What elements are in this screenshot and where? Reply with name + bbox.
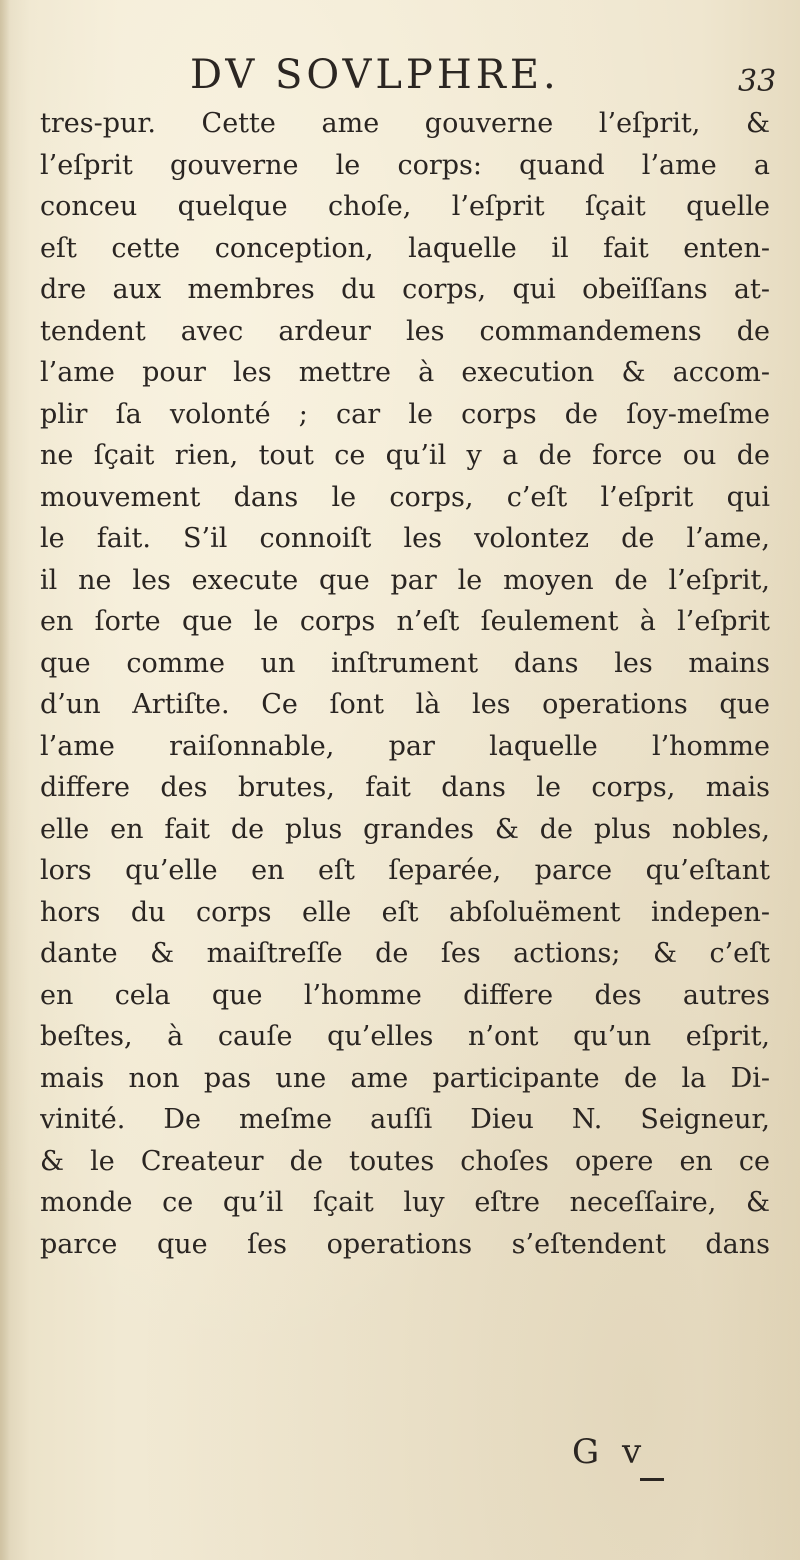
page-header [0, 48, 800, 108]
text-line: l’ame raiſonnable, par laquelle l’homme [40, 730, 770, 762]
text-line: vinité. De meſme auſſi Dieu N. Seigneur, [40, 1104, 770, 1135]
text-line: eſt cette conception, laquelle il fait enten- [40, 232, 770, 264]
text-line: conceu quelque choſe, l’eſprit ſçait quelle [40, 191, 770, 222]
text-line: lors qu’elle en eſt ſeparée, parce qu’eſtant [40, 855, 770, 886]
text-line: en cela que l’homme differe des autres [40, 979, 770, 1011]
text-line: d’un Artiſte. Ce ſont là les operations que [40, 689, 770, 720]
page-gutter-shadow [0, 0, 10, 1560]
page-number: 33 [738, 64, 777, 99]
body-text [40, 103, 770, 1265]
text-line: mais non pas une ame participante de la Di- [40, 1062, 770, 1094]
running-title: DV SOVLPHRE. [190, 52, 560, 98]
text-line: l’ame pour les mettre à execution & accom- [40, 357, 770, 388]
text-line: parce que ſes operations s’eſtendent dans [40, 1228, 770, 1260]
text-line: differe des brutes, fait dans le corps, mais [40, 772, 770, 803]
text-line: tendent avec ardeur les commandemens de [40, 315, 770, 347]
text-line: mouvement dans le corps, c’eſt l’eſprit qui [40, 481, 770, 513]
text-line: ne ſçait rien, tout ce qu’il y a de force ou de [40, 440, 770, 471]
text-line: il ne les execute que par le moyen de l’eſprit, [40, 564, 770, 596]
text-line: beſtes, à cauſe qu’elles n’ont qu’un eſprit, [40, 1021, 770, 1052]
text-line: tres-pur. Cette ame gouverne l’eſprit, & [40, 108, 770, 139]
signature-underline [640, 1478, 664, 1481]
text-line: elle en fait de plus grandes & de plus nobles, [40, 813, 770, 845]
text-line: & le Createur de toutes choſes opere en ce [40, 1145, 770, 1177]
text-line: plir ſa volonté ; car le corps de ſoy-meſme [40, 398, 770, 430]
text-line: dre aux membres du corps, qui obeïſſans at- [40, 274, 770, 305]
text-line: en ſorte que le corps n’eſt ſeulement à l’eſprit [40, 606, 770, 637]
text-line: le fait. S’il connoiſt les volontez de l’ame, [40, 523, 770, 554]
text-line: monde ce qu’il ſçait luy eſtre neceſſaire, & [40, 1187, 770, 1218]
text-line: que comme un inſtrument dans les mains [40, 647, 770, 679]
text-line: l’eſprit gouverne le corps: quand l’ame a [40, 149, 770, 181]
signature-mark: G v [572, 1432, 648, 1472]
text-line: dante & maiſtreſſe de ſes actions; & c’eſt [40, 938, 770, 969]
text-line: hors du corps elle eſt abſoluëment indepen- [40, 896, 770, 928]
